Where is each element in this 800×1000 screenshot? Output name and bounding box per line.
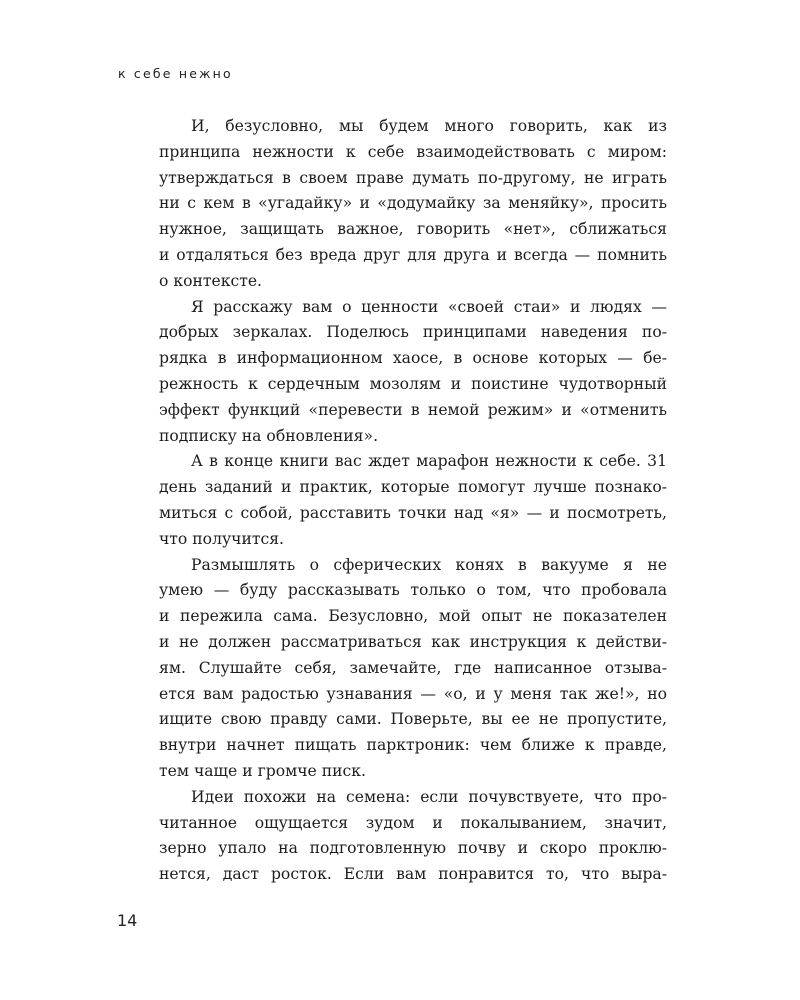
text-line: А в конце книги вас ждет марафон нежности к себе. 31 [191,452,667,471]
text-line: и не должен рассматриваться как инструкция к действи- [159,632,667,651]
text-line: режность к сердечным мозолям и поистине чудотворный [159,374,667,393]
text-line: зерно упало на подготовленную почву и скоро проклю- [159,839,667,858]
text-line: внутри начнет пищать парктроник: чем ближе к правде, [159,736,667,755]
text-line: ни с кем в «угадайку» и «додумайку за меняйку», просить [159,194,667,213]
text-line: рядка в информационном хаосе, в основе которых — бе- [159,349,667,368]
text-line: день заданий и практик, которые помогут лучше познако- [159,478,667,497]
text-line: Идеи похожи на семена: если почувствуете, что про- [191,787,667,806]
running-head: к себе нежно [118,66,233,81]
text-line: тем чаще и громче писк. [159,761,366,780]
text-line: о контексте. [159,271,263,290]
text-line: и пережила сама. Безусловно, мой опыт не показателен [159,607,667,626]
text-line: утверждаться в своем праве думать по-другому, не играть [159,168,667,187]
text-line: нется, даст росток. Если вам понравится то, что выра- [159,865,667,884]
text-line: Я расскажу вам о ценности «своей стаи» и людях — [191,297,667,316]
text-line: миться с собой, расставить точки над «я» — и посмотреть, [159,503,667,522]
text-line: добрых зеркалах. Поделюсь принципами наведения по- [159,323,667,342]
text-line: что получится. [159,529,285,548]
text-line: читанное ощущается зудом и покалыванием, значит, [159,813,667,832]
text-line: И, безусловно, мы будем много говорить, как из [191,117,667,135]
body-text [159,114,667,888]
text-line: умею — буду рассказывать только о том, что пробовала [159,581,667,600]
text-line: Размышлять о сферических конях в вакууме я не [191,555,667,574]
text-line: эффект функций «перевести в немой режим» и «отменить [159,400,667,419]
text-line: ищите свою правду сами. Поверьте, вы ее не пропустите, [159,710,667,729]
text-line: ется вам радостью узнавания — «о, и у меня так же!», но [159,684,667,703]
text-line: нужное, защищать важное, говорить «нет», сближаться [159,220,667,239]
text-line: ям. Слушайте себя, замечайте, где написанное отзыва- [159,658,667,677]
text-line: подписку на обновления». [159,426,379,445]
text-line: принципа нежности к себе взаимодействовать с миром: [159,142,667,161]
text-line: и отдаляться без вреда друг для друга и всегда — помнить [159,245,667,264]
page-number: 14 [117,911,138,930]
